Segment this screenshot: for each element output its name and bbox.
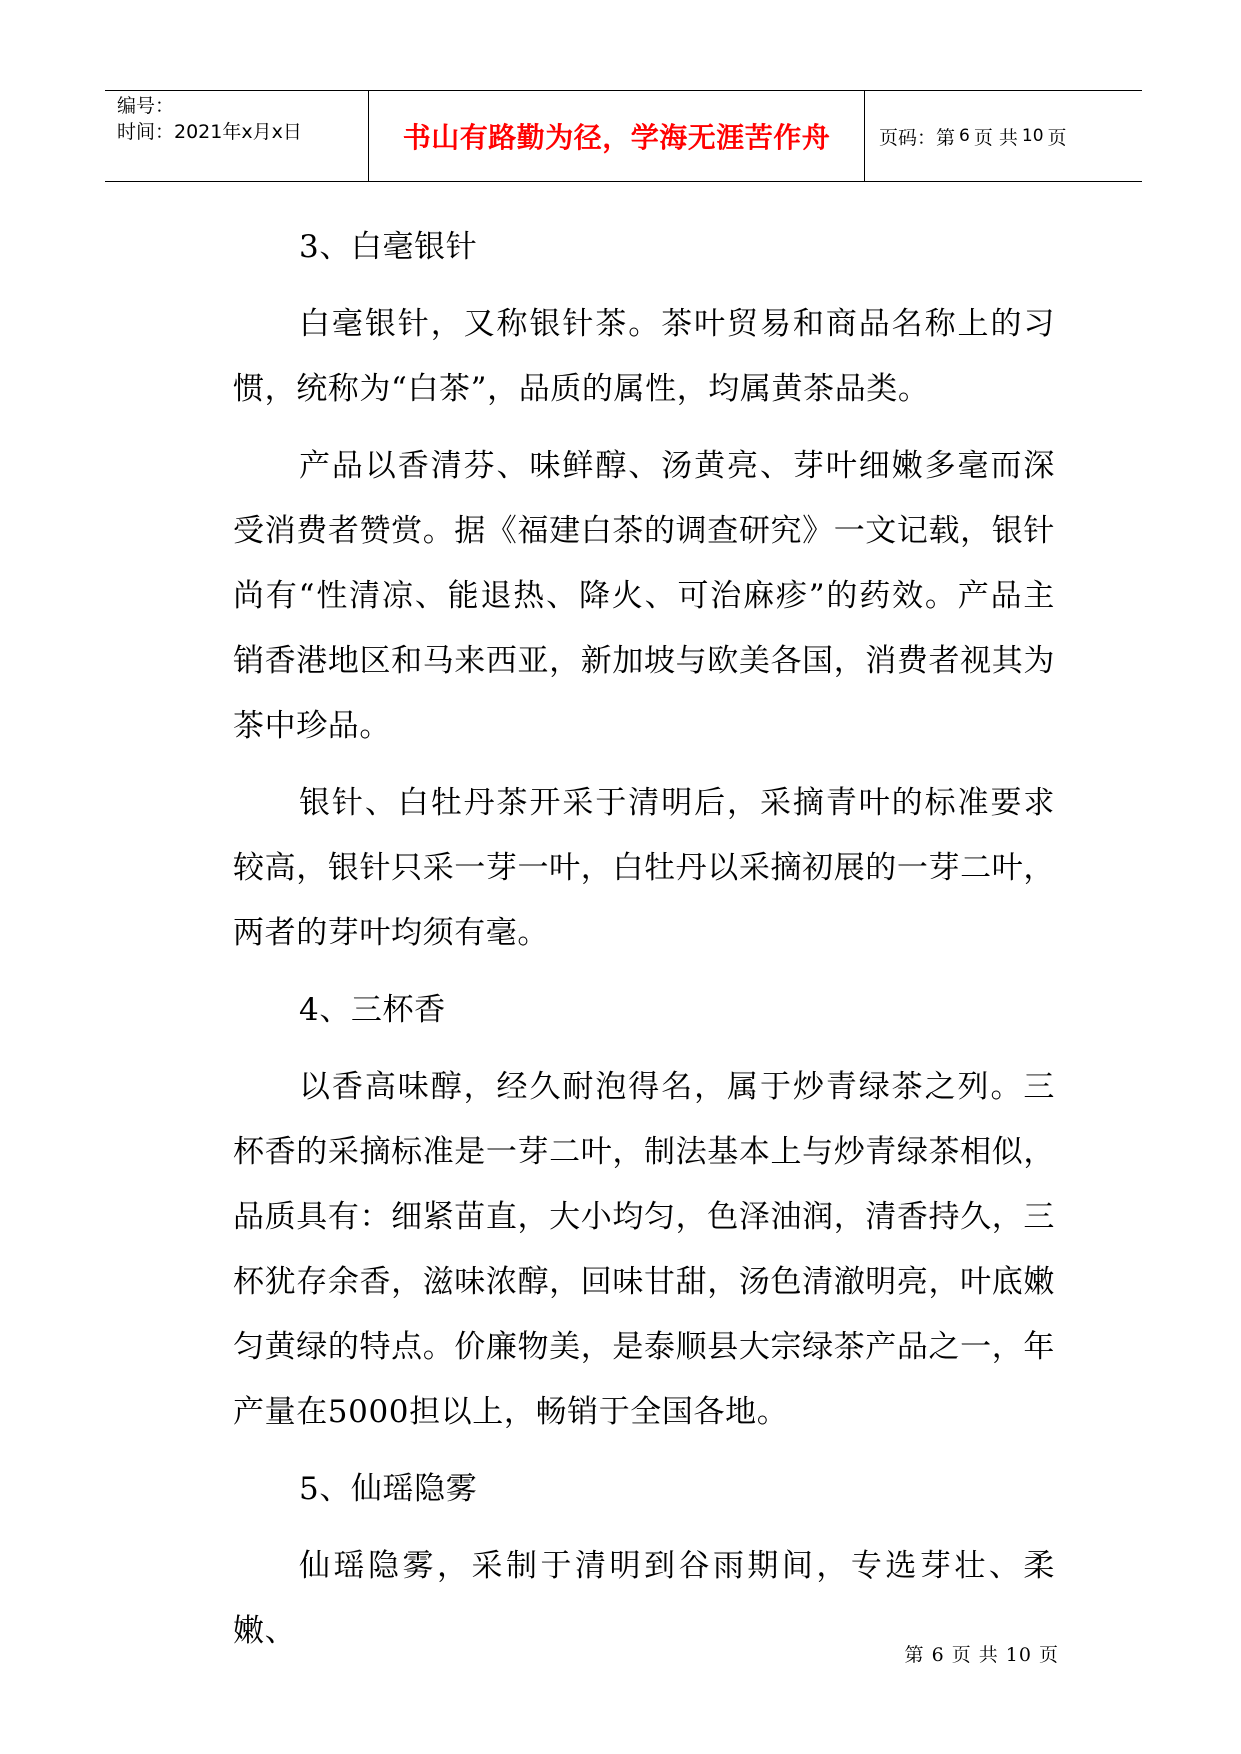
header-motto-cell xyxy=(369,91,865,181)
page-prefix: 页码：第 xyxy=(879,126,956,149)
serial-number-label: 编号： xyxy=(117,95,175,117)
page-current: 6 xyxy=(959,126,970,146)
header-meta-cell xyxy=(105,91,369,181)
paragraph: 产品以香清芬、味鲜醇、汤黄亮、芽叶细嫩多毫而深受消费者赞赏。据《福建白茶的调查研究》一文记载，银针尚有“性清凉、能退热、降火、可治麻疹”的药效。产品主销香港地区和马来西亚，新加坡与欧美各国，消费者视其为茶中珍品。 xyxy=(233,448,1055,744)
page-header xyxy=(105,90,1142,182)
page-middle: 页 共 xyxy=(973,126,1018,149)
section-heading: 4、三杯香 xyxy=(299,992,446,1028)
section-heading: 3、白毫银针 xyxy=(299,229,478,265)
document-body xyxy=(233,215,1055,1664)
paragraph: 仙瑶隐雾，采制于清明到谷雨期间，专选芽壮、柔嫩、 xyxy=(233,1548,1055,1649)
paragraph: 银针、白牡丹茶开采于清明后，采摘青叶的标准要求较高，银针只采一芽一叶，白牡丹以采摘初展的一芽二叶，两者的芽叶均须有毫。 xyxy=(233,785,1055,951)
header-page-cell xyxy=(865,91,1142,181)
paragraph: 以香高味醇，经久耐泡得名，属于炒青绿茶之列。三杯香的采摘标准是一芽二叶，制法基本上与炒青绿茶相似，品质具有：细紧苗直，大小均匀，色泽油润，清香持久，三杯犹存余香，滋味浓醇，回味甘甜，汤色清澈明亮，叶底嫩匀黄绿的特点。价廉物美，是泰顺县大宗绿茶产品之一，年产量在5000担以上，畅销于全国各地。 xyxy=(233,1069,1055,1430)
page-total: 10 xyxy=(1021,126,1044,146)
header-motto: 书山有路勤为径，学海无涯苦作舟 xyxy=(402,121,831,154)
page-footer: 第 6 页 共 10 页 xyxy=(904,1644,1059,1666)
section-heading: 5、仙瑶隐雾 xyxy=(299,1471,478,1507)
time-label: 时间：2021年x月x日 xyxy=(117,121,302,143)
paragraph: 白毫银针，又称银针茶。茶叶贸易和商品名称上的习惯，统称为“白茶”，品质的属性，均属黄茶品类。 xyxy=(233,306,1055,407)
page-suffix: 页 xyxy=(1047,126,1067,149)
